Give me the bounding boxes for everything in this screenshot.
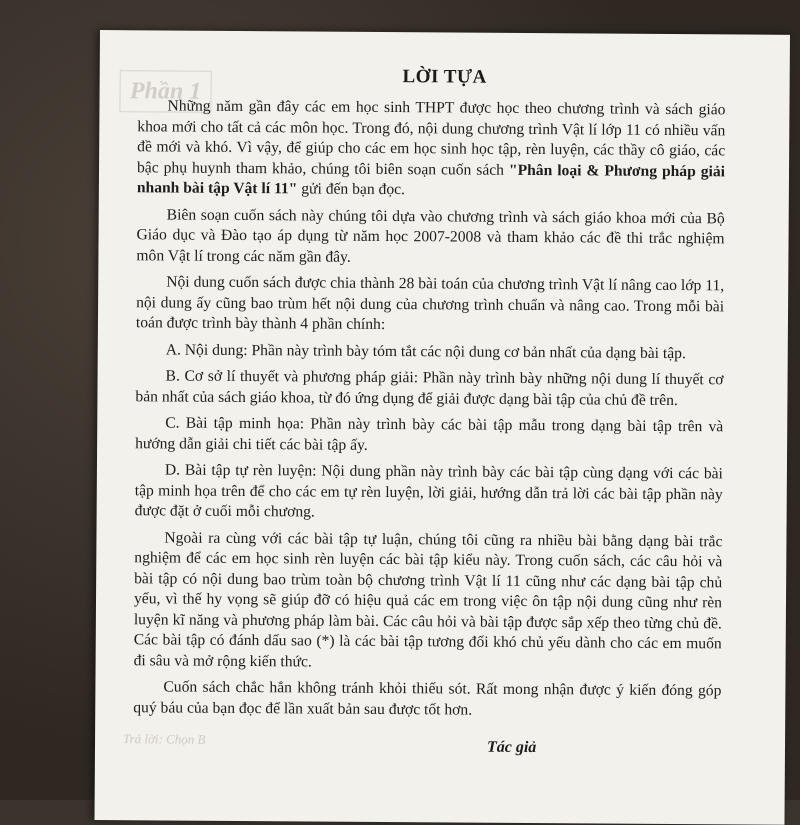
- book-title: "Phân loại & Phương pháp giải nhanh bài tập Vật lí 11": [136, 161, 726, 198]
- paragraph-4: A. Nội dung: Phần này trình bày tóm tắt các nội dung cơ bản nhất của dạng bài tập.: [165, 340, 686, 362]
- paragraph-1-text-b: gửi đến bạn đọc.: [297, 180, 406, 199]
- author-signature: Tác giả: [486, 738, 537, 757]
- bleed-through-text: Trả lời: Chọn B: [123, 731, 206, 747]
- paragraph-8: Ngoài ra cùng với các bài tập tự luận, chúng tôi cũng ra nhiều bài bằng dạng bài trắc nghiệm để các em học sinh rèn luyện các bài tập kiểu này. Trong cuốn sách, các câu hỏi và bài tập có nội dung bao trùm toàn bộ chương trình Vật lí 11 cũng như các dạng bài tập chủ yếu, vì thế hy vọng sẽ giúp đỡ có hiệu quả các em trong việc ôn tập nội dung cũng như rèn luyện kĩ năng và phương pháp làm bài. Các câu hỏi và bài tập được sắp xếp theo từng chủ đề. Các bài tập có đánh dấu sao (*) là các bài tập tương đối khó chủ yếu dành cho các em muốn đi sâu và mở rộng kiến thức.: [133, 528, 723, 670]
- bleed-through-heading: Phần 1: [119, 70, 211, 113]
- paragraph-1-text-a: Những năm gần đây các em học sinh THPT được học theo chương trình và sách giáo khoa mới cho tất cả các môn học. Trong đó, nội dung chương trình Vật lí lớp 11 có nhiều vấn đề mới và khó. Vì vậy, để giúp cho các em học sinh học tập, rèn luyện, các thầy cô giáo, các bậc phụ huynh tham khảo, chúng tôi biên soạn cuốn sách: [136, 97, 726, 179]
- paragraph-7: D. Bài tập tự rèn luyện: Nội dung phần này trình bày các bài tập cùng dạng với các bài tập minh họa trên để cho các em tự rèn luyện, lời giải, hướng dẫn trả lời các bài tập phần này được đặt ở cuối mỗi chương.: [134, 461, 723, 521]
- preface-body: [133, 96, 725, 728]
- paragraph-1: [137, 96, 726, 203]
- paragraph-3: Nội dung cuốn sách được chia thành 28 bài toán của chương trình Vật lí nâng cao lớp 11, nội dung ấy cũng bao trùm hết nội dung của chương trình chuẩn và nâng cao. Trong mỗi bài toán được trình bày thành 4 phần chính:: [135, 273, 725, 333]
- paragraph-9: Cuốn sách chắc hẳn không tránh khỏi thiếu sót. Rất mong nhận được ý kiến đóng góp quý báu của bạn đọc để lần xuất bản sau được tốt hơn.: [133, 678, 722, 719]
- page-title: LỜI TỰA: [402, 66, 487, 88]
- paragraph-5: B. Cơ sở lí thuyết và phương pháp giải: Phần này trình bày những nội dung lí thuyết cơ bản nhất của sách giáo khoa, từ đó ứng dụng để giải được dạng bài tập của chủ đề trên.: [135, 367, 724, 409]
- book-page: [94, 30, 789, 825]
- paragraph-2: Biên soạn cuốn sách này chúng tôi dựa vào chương trình và sách giáo khoa mới của Bộ Giáo dục và Đào tạo áp dụng từ năm học 2007-2008 và tham khảo các đề thi trắc nghiệm môn Vật lí trong các năm gần đây.: [136, 205, 725, 266]
- paragraph-6: C. Bài tập minh họa: Phần này trình bày các bài tập mẫu trong dạng bài tập trên và hướng dẫn giải chi tiết các bài tập ấy.: [135, 414, 724, 454]
